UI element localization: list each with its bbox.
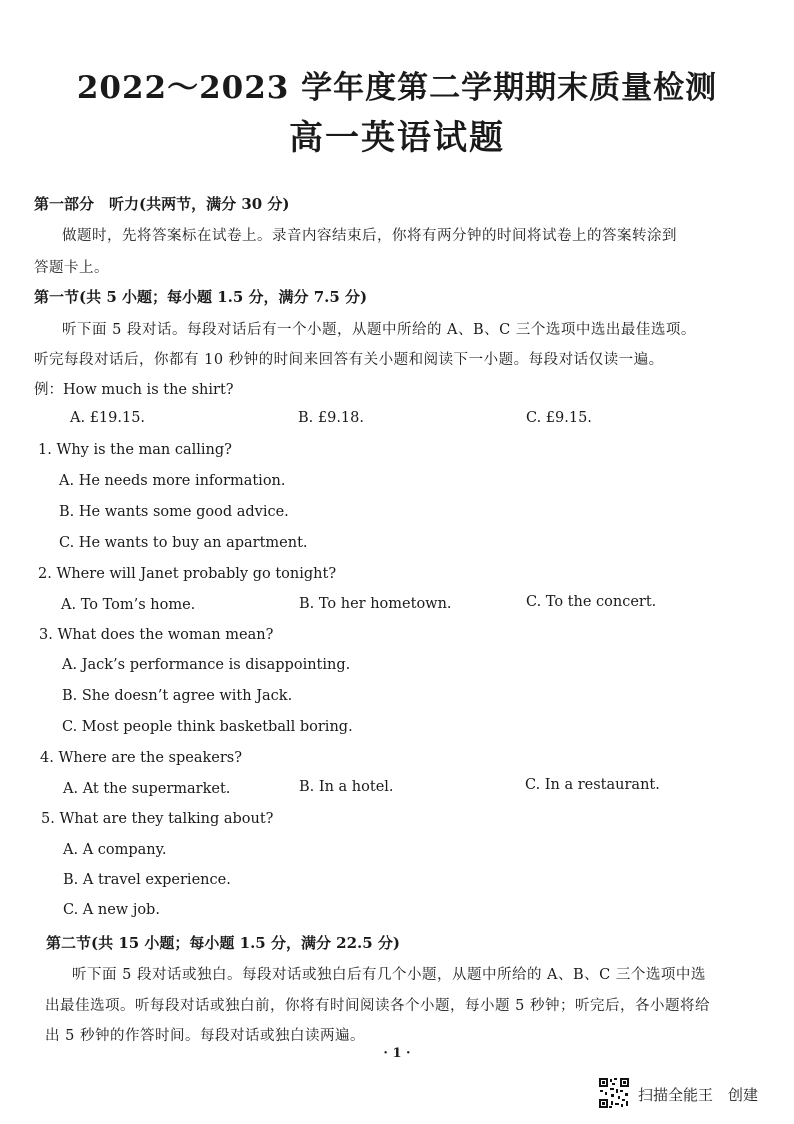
question-2-stem: 2. Where will Janet probably go tonight?	[38, 566, 337, 582]
section2-instr-line1: 听下面 5 段对话或独白。每段对话或独白后有几个小题，从题中所给的 A、B、C 三个选项中选	[72, 967, 706, 983]
example-option-c: C. £9.15.	[526, 410, 592, 426]
scanner-brand-text: 扫描全能王 创建	[638, 1086, 759, 1104]
question-3-option-c: C. Most people think basketball boring.	[62, 719, 353, 735]
qr-code-icon	[598, 1077, 630, 1109]
exam-title: 2022～2023 学年度第二学期期末质量检测	[76, 70, 718, 106]
scanner-watermark	[598, 1077, 788, 1111]
question-2-option-a: A. To Tom’s home.	[61, 597, 196, 613]
question-1-option-b: B. He wants some good advice.	[59, 504, 289, 520]
question-2-option-c: C. To the concert.	[526, 594, 657, 610]
part1-heading: 第一部分 听力(共两节，满分 30 分)	[34, 195, 290, 213]
question-3-option-b: B. She doesn’t agree with Jack.	[62, 688, 293, 704]
section2-instr-line2: 出最佳选项。听每段对话或独白前，你将有时间阅读各个小题，每小题 5 秒钟；听完后，各小题将给	[45, 998, 710, 1014]
question-5-option-c: C. A new job.	[63, 902, 160, 918]
page-number: · 1 ·	[383, 1046, 411, 1061]
example-option-b: B. £9.18.	[298, 410, 364, 426]
question-5-option-b: B. A travel experience.	[63, 872, 231, 888]
question-5-option-a: A. A company.	[63, 842, 167, 858]
section2-heading: 第二节(共 15 小题；每小题 1.5 分，满分 22.5 分)	[46, 934, 401, 952]
example-question: 例：How much is the shirt?	[34, 382, 234, 398]
question-5-stem: 5. What are they talking about?	[41, 811, 274, 827]
question-1-stem: 1. Why is the man calling?	[38, 442, 232, 458]
question-2-option-b: B. To her hometown.	[299, 596, 452, 612]
question-3-stem: 3. What does the woman mean?	[39, 627, 274, 643]
section2-instr-line3: 出 5 秒钟的作答时间。每段对话或独白读两遍。	[45, 1028, 365, 1044]
question-4-option-b: B. In a hotel.	[299, 779, 394, 795]
question-4-option-c: C. In a restaurant.	[525, 777, 660, 793]
question-4-option-a: A. At the supermarket.	[63, 781, 231, 797]
example-option-a: A. £19.15.	[70, 410, 146, 426]
question-3-option-a: A. Jack’s performance is disappointing.	[62, 657, 351, 673]
section1-instr-line1: 听下面 5 段对话。每段对话后有一个小题，从题中所给的 A、B、C 三个选项中选出最佳选项。	[62, 322, 696, 338]
section1-heading: 第一节(共 5 小题；每小题 1.5 分，满分 7.5 分)	[34, 288, 368, 306]
section1-instr-line2: 听完每段对话后，你都有 10 秒钟的时间来回答有关小题和阅读下一小题。每段对话仅读一遍。	[34, 352, 664, 368]
exam-subtitle: 高一英语试题	[289, 118, 505, 158]
part1-intro-line1: 做题时，先将答案标在试卷上。录音内容结束后，你将有两分钟的时间将试卷上的答案转涂到	[62, 228, 677, 244]
question-1-option-c: C. He wants to buy an apartment.	[59, 535, 308, 551]
question-1-option-a: A. He needs more information.	[59, 473, 286, 489]
part1-intro-line2: 答题卡上。	[34, 260, 109, 276]
question-4-stem: 4. Where are the speakers?	[40, 750, 242, 766]
